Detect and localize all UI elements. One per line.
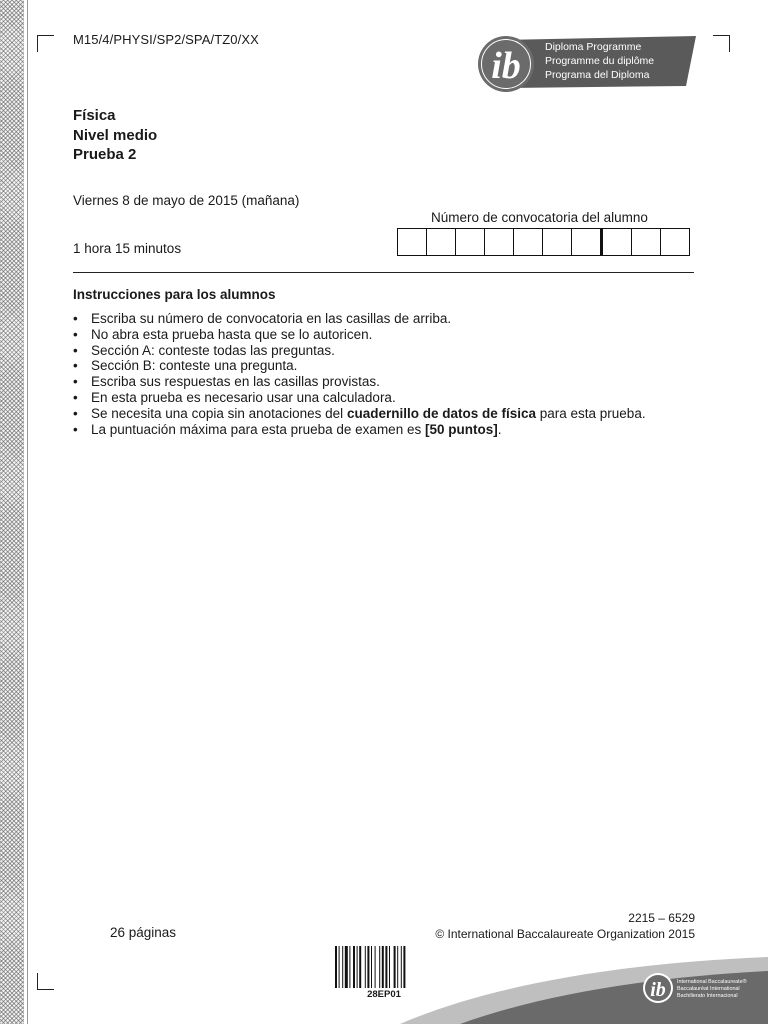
paper-title: Prueba 2 bbox=[73, 146, 137, 163]
candidate-digit-box[interactable] bbox=[426, 228, 455, 256]
exam-duration: 1 hora 15 minutos bbox=[73, 241, 182, 256]
logo-text bbox=[545, 40, 654, 82]
ib-org-text bbox=[677, 979, 747, 1000]
subject-title: Física bbox=[73, 107, 116, 124]
instruction-item: • Escriba su número de convocatoria en las casillas de arriba. bbox=[73, 311, 646, 327]
exam-date: Viernes 8 de mayo de 2015 (mañana) bbox=[73, 193, 300, 208]
instructions-heading: Instrucciones para los alumnos bbox=[73, 287, 276, 302]
corner-mark-top-right bbox=[713, 35, 730, 52]
data-booklet-emphasis: cuadernillo de datos de física bbox=[346, 405, 536, 421]
logo-line: Programme du diplôme bbox=[545, 55, 655, 67]
instruction-item: • No abra esta prueba hasta que se lo autoricen. bbox=[73, 327, 646, 343]
candidate-digit-box[interactable] bbox=[513, 228, 542, 256]
instruction-item: • La puntuación máxima para esta prueba de examen es [50 puntos]. bbox=[73, 422, 646, 438]
corner-mark-bottom-left bbox=[37, 973, 54, 990]
instruction-item: • Sección A: conteste todas las preguntas. bbox=[73, 343, 646, 359]
candidate-digit-box[interactable] bbox=[484, 228, 513, 256]
divider bbox=[73, 272, 694, 273]
title-block bbox=[73, 106, 157, 165]
instruction-item: • Se necesita una copia sin anotaciones del cuadernillo de datos de física para esta prueba. bbox=[73, 406, 646, 422]
candidate-number-label: Número de convocatoria del alumno bbox=[431, 210, 648, 225]
logo-line: Programa del Diploma bbox=[545, 69, 650, 81]
candidate-digit-box[interactable] bbox=[602, 228, 631, 256]
perforated-edge bbox=[0, 0, 24, 1024]
exam-code: M15/4/PHYSI/SP2/SPA/TZ0/XX bbox=[73, 32, 259, 47]
instruction-item: • Sección B: conteste una pregunta. bbox=[73, 358, 646, 374]
candidate-digit-box[interactable] bbox=[542, 228, 571, 256]
page-count: 26 páginas bbox=[110, 925, 177, 940]
svg-text:ib: ib bbox=[650, 979, 666, 1001]
level-title: Nivel medio bbox=[73, 126, 158, 144]
ib-org-line: Baccalauréat International bbox=[677, 986, 740, 992]
svg-text:ib: ib bbox=[491, 45, 521, 87]
corner-mark-top-left bbox=[37, 35, 54, 52]
edge-line bbox=[27, 0, 28, 1024]
candidate-digit-box[interactable] bbox=[571, 228, 602, 256]
instruction-item: • Escriba sus respuestas en las casillas provistas. bbox=[73, 374, 646, 390]
reference-number: 2215 – 6529 bbox=[628, 911, 695, 925]
ib-org-line: International Baccalaureate® bbox=[677, 979, 747, 985]
logo-line: Diploma Programme bbox=[545, 41, 642, 53]
instructions-list bbox=[73, 311, 646, 437]
candidate-digit-box[interactable] bbox=[631, 228, 660, 256]
copyright: © International Baccalaureate Organization 2015 bbox=[435, 927, 695, 941]
candidate-digit-box[interactable] bbox=[660, 228, 690, 256]
candidate-number-boxes[interactable] bbox=[397, 228, 690, 255]
candidate-digit-box[interactable] bbox=[397, 228, 426, 256]
candidate-digit-box[interactable] bbox=[455, 228, 484, 256]
barcode-label: 28EP01 bbox=[367, 989, 401, 1000]
instruction-item: • En esta prueba es necesario usar una calculadora. bbox=[73, 390, 646, 406]
ib-org-line: Bachillerato Internacional bbox=[677, 993, 738, 999]
max-points-emphasis: [50 puntos] bbox=[424, 421, 498, 437]
